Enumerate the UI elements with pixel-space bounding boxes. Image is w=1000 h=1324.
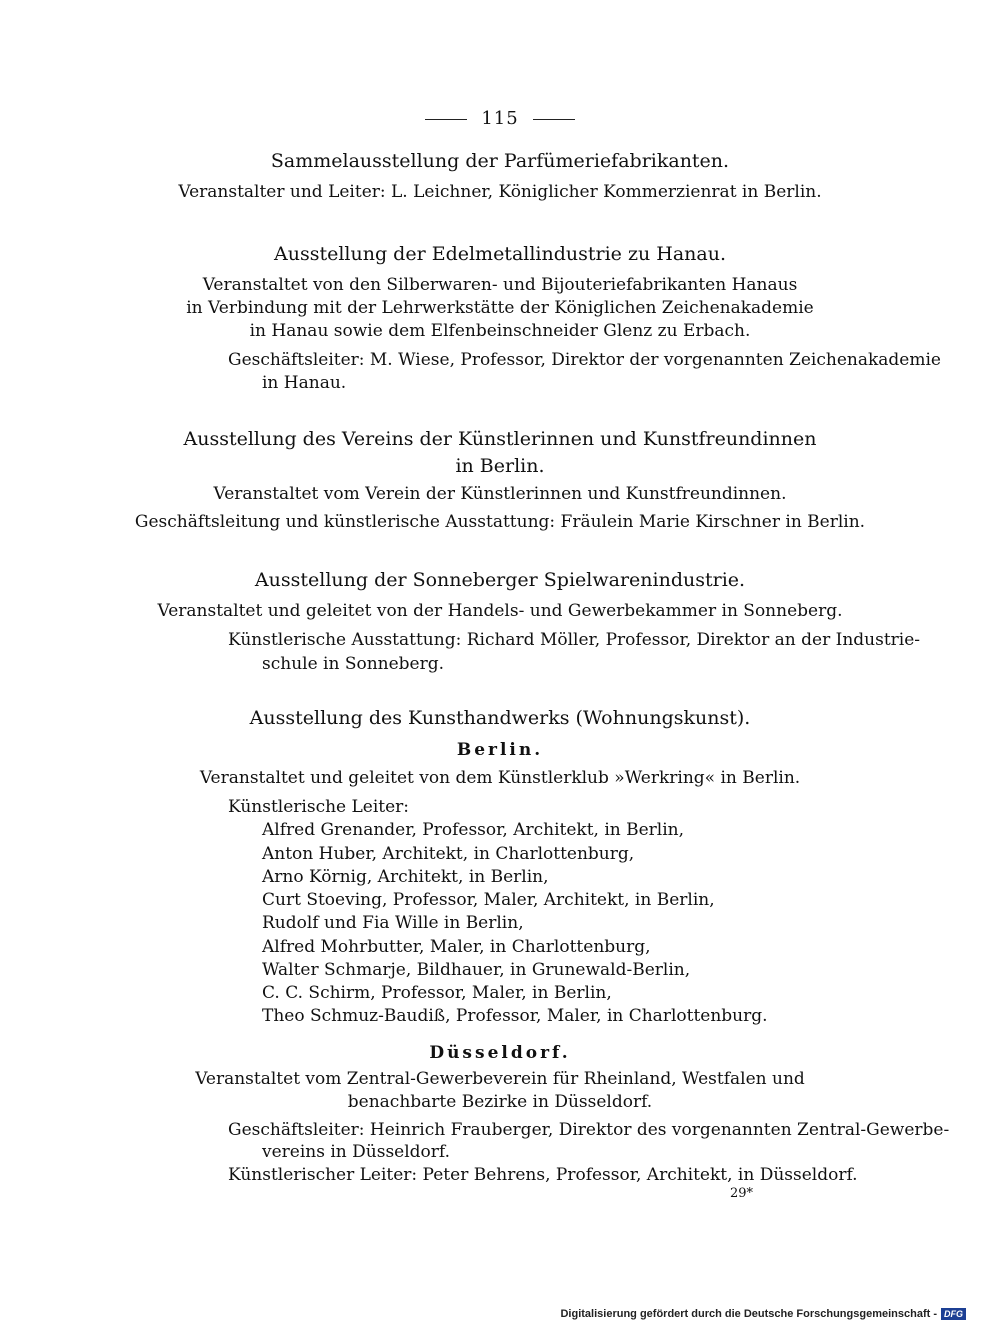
list-item: Walter Schmarje, Bildhauer, in Grunewald-Berlin, [262, 960, 691, 980]
section-text: Geschäftsleiter: M. Wiese, Professor, Direktor der vorgenannten Zeichenakademie [228, 350, 941, 370]
section-text: Künstlerische Ausstattung: Richard Möller, Professor, Direktor an der Industrie- [228, 630, 921, 650]
dfg-logo-icon: DFG [941, 1308, 966, 1320]
list-item: Alfred Grenander, Professor, Architekt, in Berlin, [262, 820, 685, 840]
page-number [0, 108, 1000, 129]
section-text: vereins in Düsseldorf. [262, 1142, 451, 1162]
subheading-duesseldorf: Düsseldorf. [429, 1043, 571, 1063]
section-text: Geschäftsleitung und künstlerische Ausstattung: Fräulein Marie Kirschner in Berlin. [134, 512, 866, 532]
section-text: schule in Sonneberg. [262, 654, 445, 674]
section-text: Künstlerischer Leiter: Peter Behrens, Professor, Architekt, in Düsseldorf. [228, 1165, 858, 1185]
section-text: Veranstaltet vom Verein der Künstlerinnen und Kunstfreundinnen. [213, 484, 787, 504]
list-item: Alfred Mohrbutter, Maler, in Charlottenburg, [262, 937, 651, 957]
list-item: Curt Stoeving, Professor, Maler, Architekt, in Berlin, [262, 890, 715, 910]
subheading-berlin: Berlin. [456, 740, 544, 760]
section-title-kuenstlerinnen: Ausstellung des Vereins der Künstlerinnen und Kunstfreundinnen [183, 428, 817, 450]
section-text: Geschäftsleiter: Heinrich Frauberger, Direktor des vorgenannten Zentral-Gewerbe- [228, 1120, 950, 1140]
page-number-rule-left [425, 119, 467, 120]
section-text: Veranstalter und Leiter: L. Leichner, Königlicher Kommerzienrat in Berlin. [178, 182, 822, 202]
section-title-kunsthandwerk: Ausstellung des Kunsthandwerks (Wohnungskunst). [249, 707, 751, 729]
section-text: Veranstaltet von den Silberwaren- und Bijouteriefabrikanten Hanaus [202, 275, 798, 295]
section-text: Veranstaltet und geleitet von der Handels- und Gewerbekammer in Sonneberg. [157, 601, 843, 621]
digitization-footer [560, 1308, 966, 1320]
page-number-rule-right [533, 119, 575, 120]
list-item: Arno Körnig, Architekt, in Berlin, [262, 867, 549, 887]
section-text: Veranstaltet und geleitet von dem Künstlerklub »Werkring« in Berlin. [199, 768, 801, 788]
section-text: in Hanau. [262, 373, 347, 393]
section-text: in Verbindung mit der Lehrwerkstätte der Königlichen Zeichenakademie [186, 298, 814, 318]
section-title-sonneberg: Ausstellung der Sonneberger Spielwarenindustrie. [254, 569, 746, 591]
section-text: benachbarte Bezirke in Düsseldorf. [347, 1092, 653, 1112]
section-title-edelmetall: Ausstellung der Edelmetallindustrie zu Hanau. [274, 243, 726, 265]
section-text: Veranstaltet vom Zentral-Gewerbeverein für Rheinland, Westfalen und [195, 1069, 805, 1089]
list-item: Anton Huber, Architekt, in Charlottenburg, [262, 844, 635, 864]
page-number-text: 115 [481, 108, 519, 129]
list-item: C. C. Schirm, Professor, Maler, in Berlin, [262, 983, 612, 1003]
section-title-parfuemerie: Sammelausstellung der Parfümeriefabrikanten. [270, 150, 730, 172]
signature-mark: 29* [730, 1186, 754, 1201]
list-item: Theo Schmuz-Baudiß, Professor, Maler, in Charlottenburg. [262, 1006, 768, 1026]
leiter-label: Künstlerische Leiter: [228, 797, 410, 817]
list-item: Rudolf und Fia Wille in Berlin, [262, 913, 524, 933]
section-text: in Hanau sowie dem Elfenbeinschneider Glenz zu Erbach. [249, 321, 751, 341]
footer-text: Digitalisierung gefördert durch die Deutsche Forschungsgemeinschaft - [560, 1308, 937, 1320]
section-title-kuenstlerinnen-2: in Berlin. [455, 455, 545, 477]
